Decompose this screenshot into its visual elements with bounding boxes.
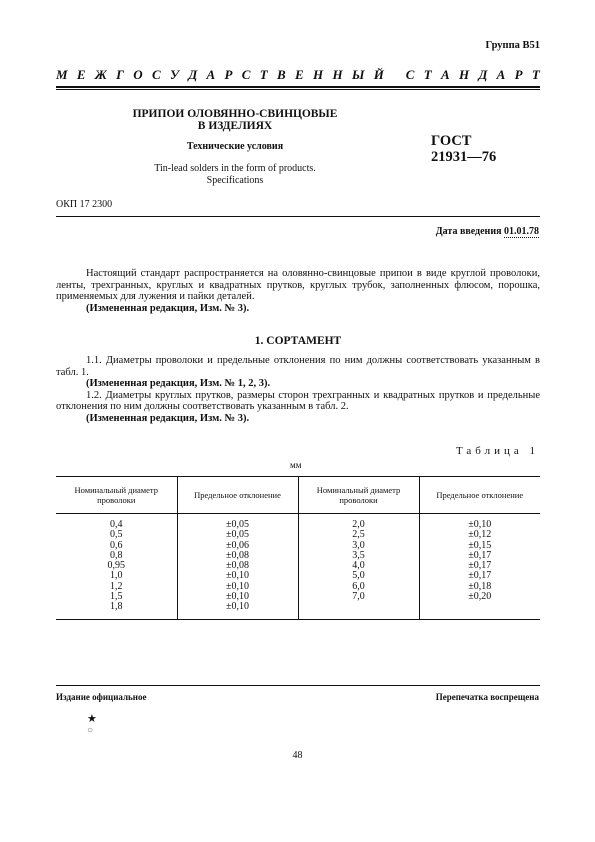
introduction-date-label: Дата введения [435,226,502,237]
table-cell: 1,5 [110,591,123,603]
heading-letter: С [241,67,251,82]
section-title: 1. СОРТАМЕНТ [254,335,342,347]
header-nominal-diameter: Номинальный диаметр проволоки [298,477,419,514]
paragraph-1-1 [56,355,540,425]
table-header-row [56,477,540,514]
heading-letter: Д [188,67,198,82]
header-tolerance: Предельное отклонение [177,477,298,514]
table-cell: ±0,17 [468,549,492,561]
header-nominal-diameter: Номинальный диаметр проволоки [56,477,177,514]
table-cell: ±0,06 [226,539,249,551]
intro-text: Настоящий стандарт распространяется на оловянно-свинцовые припои в виде круглой проволоки, ленты, трехгранных, круглых и квадратных прутков, круглых трубок, заполненных флюсом, порошка, применяемых для лужения и пайки деталей. [56,268,540,303]
table-cell: 0,6 [110,539,123,551]
introduction-date [436,226,539,237]
column-tolerance-1 [177,514,298,620]
heading-letter: У [169,67,180,82]
heading-letter: Г [116,67,124,82]
heading-letter: Р [224,67,233,82]
interstate-standard-heading [56,67,540,83]
table-cell: ±0,10 [226,580,249,592]
heading-letter: В [277,67,286,82]
table-cell: ±0,20 [468,591,492,603]
table-cell: ±0,10 [226,570,249,582]
heading-letter: А [206,67,216,82]
table-cell: ±0,10 [226,591,249,603]
table-cell: 5,0 [352,570,365,582]
star-icon: ★ [87,713,97,725]
table-cell: ±0,05 [226,529,249,541]
footer-rule [56,685,540,686]
page-number: 48 [292,750,303,761]
table-unit: мм [290,460,302,470]
heading-letter: Д [478,67,488,82]
paragraph-1-1-edit-note: (Измененная редакция, Изм. № 1, 2, 3). [86,378,271,390]
header-rule-top [56,86,540,88]
english-title-line-2: Specifications [206,175,264,186]
paragraph-1-2-text: 1.2. Диаметры круглых прутков, размеры сторон трехгранных и квадратных прутков и предельные отклонения по ним должны соответствовать указанным в табл. 2. [56,389,540,413]
table-cell: 1,0 [110,570,123,582]
heading-letter: Н [313,67,324,82]
column-tolerance-2 [419,514,540,620]
table-cell: ±0,12 [468,529,492,541]
heading-letter: Ы [351,67,365,82]
table-cell: 1,8 [110,601,123,613]
introduction-date-value: 01.01.78 [504,226,539,237]
gost-designation [431,133,496,165]
group-code: Группа В51 [485,40,540,51]
table-cell: ±0,10 [226,601,249,613]
table-1 [56,476,540,620]
official-edition-label: Издание официальное [56,692,147,702]
table-cell: 6,0 [352,580,365,592]
table-cell: 2,5 [352,529,365,541]
english-title [120,163,350,187]
table-cell: ±0,05 [226,519,249,530]
intro-edit-note: (Измененная редакция, Изм. № 3). [86,302,250,314]
table-cell: 7,0 [352,591,365,603]
intro-paragraph [56,268,540,314]
column-diameter-1 [56,514,177,620]
heading-letter: Й [373,67,384,82]
heading-letter: Е [76,67,86,82]
table-cell: ±0,08 [226,549,249,561]
gost-label: ГОСТ [431,133,472,149]
title-line-1: ПРИПОИ ОЛОВЯННО-СВИНЦОВЫЕ [132,108,338,120]
gost-number: 21931—76 [431,149,497,165]
table-cell: 3,5 [352,549,365,561]
table-cell: 3,0 [352,539,365,551]
table-cell: 0,5 [110,529,123,541]
heading-letter: А [441,67,450,82]
table-cell: 0,8 [110,549,123,561]
heading-letter: О [133,67,143,82]
title-line-2: В ИЗДЕЛИЯХ [197,120,273,132]
table-cell: ±0,10 [468,519,492,530]
table-cell: ±0,17 [468,570,492,582]
heading-letter: Т [423,67,432,82]
table-1-caption: Таблица 1 [455,445,539,457]
table-cell: 1,2 [110,580,123,592]
heading-letter: С [151,67,161,82]
table-cell: ±0,15 [468,539,492,551]
circle-icon: ○ [87,725,94,736]
paragraph-1-2-edit-note: (Измененная редакция, Изм. № 3). [86,412,250,424]
heading-letter: М [56,67,68,82]
table-cell: 2,0 [352,519,365,530]
heading-letter [393,67,396,83]
heading-letter: Т [259,67,268,82]
reprint-prohibited-label: Перепечатка воспрещена [435,692,539,702]
table-cell: 0,95 [107,560,125,572]
table-cell: 4,0 [352,560,365,572]
table-cell: ±0,17 [468,560,492,572]
table-cell: ±0,08 [226,560,249,572]
heading-letter: С [405,67,415,82]
document-subtitle: Технические условия [186,141,284,152]
heading-letter: Н [459,67,470,82]
header-rule-bottom [56,89,540,90]
paragraph-1-1-text: 1.1. Диаметры проволоки и предельные отклонения по ним должны соответствовать указанным в табл. 1. [56,355,540,378]
column-diameter-2 [298,514,419,620]
table-cell: 0,4 [110,519,123,530]
heading-letter: Н [332,67,343,82]
english-title-line-1: Tin-lead solders in the form of products. [154,163,316,174]
table-row [56,514,540,620]
heading-letter: А [496,67,506,82]
table-cell: ±0,18 [468,580,492,592]
header-tolerance: Предельное отклонение [419,477,540,514]
heading-letter: Ж [94,67,107,82]
heading-letter: Р [514,67,523,82]
document-title [120,108,350,132]
okp-rule [56,216,540,217]
okp-code: ОКП 17 2300 [56,199,113,210]
heading-letter: Т [531,67,540,82]
heading-letter: Е [295,67,304,82]
